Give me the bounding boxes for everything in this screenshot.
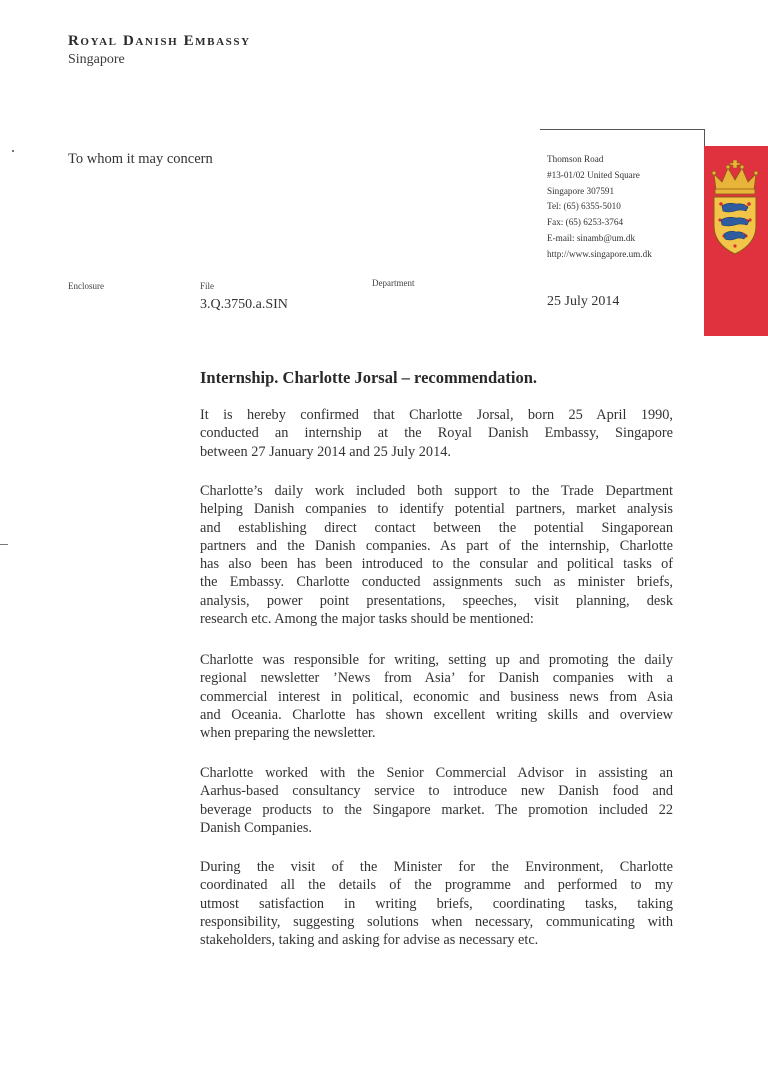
paragraph-line: research etc. Among the major tasks should be mentioned: [200, 611, 534, 628]
paragraph-line: Charlotte worked with the Senior Commercial Advisor in assisting an [200, 765, 673, 781]
body-paragraph-2 [200, 482, 673, 628]
salutation: To whom it may concern [68, 151, 213, 167]
paragraph-line: During the visit of the Minister for the Environment, Charlotte [200, 859, 673, 875]
department-label: Department [372, 278, 415, 288]
paragraph-line: Charlotte’s daily work included both support to the Trade Department [200, 483, 673, 499]
subject-heading: Internship. Charlotte Jorsal – recommendation. [200, 368, 538, 387]
letter-date: 25 July 2014 [547, 294, 620, 309]
paragraph-line: has also been has been introduced to the consular and political tasks of [200, 556, 673, 573]
paragraph-line: helping Danish companies to identify potential partners, market analysis [200, 501, 673, 518]
address-fax: Fax: (65) 6253-3764 [547, 217, 624, 228]
body-paragraph-4 [200, 764, 673, 837]
paragraph-line: Charlotte was responsible for writing, setting up and promoting the daily [200, 652, 673, 668]
paragraph-line: analysis, power point presentations, speeches, visit planning, desk [200, 592, 673, 609]
paragraph-line: Aarhus-based consultancy service to introduce new Danish food and [200, 783, 673, 800]
file-number: 3.Q.3750.a.SIN [200, 297, 288, 312]
paragraph-line: Danish Companies. [200, 819, 312, 836]
paragraph-line: the Embassy. Charlotte conducted assignments such as minister briefs, [200, 574, 673, 591]
address-block [547, 152, 652, 263]
paragraph-line: and establishing direct contact between the potential Singaporean [200, 519, 673, 536]
paragraph-line: commercial interest in political, economic and business news from Asia [200, 688, 673, 705]
address-street: Thomson Road [547, 154, 604, 164]
paragraph-line: regional newsletter ’News from Asia’ for Danish companies with a [200, 670, 673, 687]
paragraph-line: and Oceania. Charlotte has shown excellent writing skills and overview [200, 706, 673, 723]
body-paragraph-1 [200, 406, 673, 461]
embassy-city: Singapore [68, 52, 125, 67]
embassy-name: Royal Danish Embassy [68, 33, 251, 49]
paragraph-line: responsibility, suggesting solutions when necessary, communicating with [200, 913, 673, 930]
band-rule [704, 129, 705, 146]
scan-mark-dot [12, 150, 14, 152]
paragraph-line: when preparing the newsletter. [200, 725, 376, 742]
paragraph-line: utmost satisfaction in writing briefs, coordinating tasks, taking [200, 895, 673, 912]
body-paragraph-5 [200, 858, 673, 949]
body-paragraph-3 [200, 651, 673, 742]
paragraph-line: between 27 January 2014 and 25 July 2014. [200, 443, 451, 460]
paragraph-line: partners and the Danish companies. As part of the internship, Charlotte [200, 537, 673, 554]
coat-of-arms-icon [706, 160, 764, 256]
address-unit: #13-01/02 United Square [547, 169, 640, 180]
address-website: http://www.singapore.um.dk [547, 248, 652, 259]
paragraph-line: coordinated all the details of the programme and performed to my [200, 877, 673, 894]
file-label: File [200, 281, 215, 291]
paragraph-line: beverage products to the Singapore market. The promotion included 22 [200, 801, 673, 818]
paragraph-line: It is hereby confirmed that Charlotte Jorsal, born 25 April 1990, [200, 407, 673, 423]
address-postal: Singapore 307591 [547, 185, 615, 196]
header-rule [540, 129, 705, 130]
scan-mark-dash [0, 544, 8, 545]
paragraph-line: conducted an internship at the Royal Danish Embassy, Singapore [200, 425, 673, 442]
enclosure-label: Enclosure [68, 281, 104, 291]
paragraph-line: stakeholders, taking and asking for advise as necessary etc. [200, 932, 539, 949]
address-tel: Tel: (65) 6355-5010 [547, 201, 621, 212]
address-email: E-mail: sinamb@um.dk [547, 232, 636, 243]
